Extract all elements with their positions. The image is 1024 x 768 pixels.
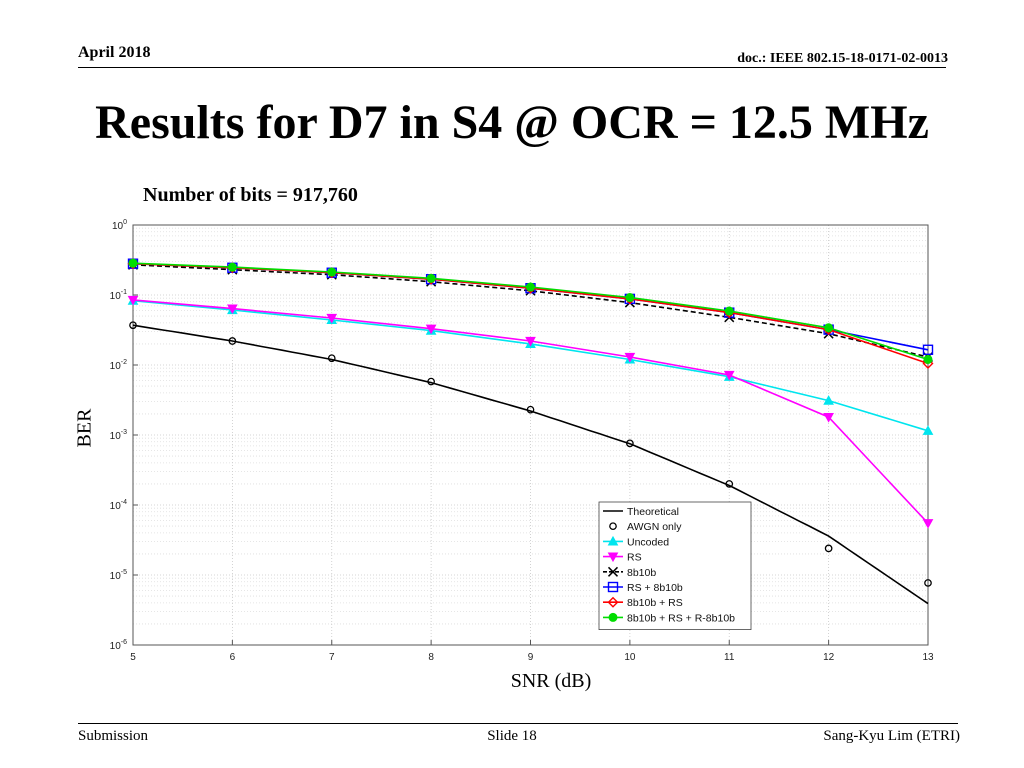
data-point [924,355,932,363]
legend [599,502,751,630]
x-tick-label: 5 [130,652,136,663]
data-point [228,263,236,271]
y-tick-label: $10^{-1}$ [109,289,127,302]
legend-label: Uncoded [627,536,670,549]
header-date: April 2018 [78,44,151,61]
data-point [427,274,435,282]
x-tick-label: 11 [724,652,735,663]
x-tick-label: 8 [428,652,434,663]
data-point [129,259,137,267]
slide-title: Results for D7 in S4 @ OCR = 12.5 MHz [95,96,929,149]
y-tick-label: $10^{-5}$ [109,569,127,582]
x-tick-label: 7 [328,652,335,663]
legend-label: 8b10b + RS [627,597,683,610]
x-tick-label: 12 [823,652,835,663]
y-tick-label: $10^{-2}$ [109,359,127,372]
chart-subtitle: Number of bits = 917,760 [143,184,358,206]
x-tick-label: 13 [922,652,934,663]
footer-author: Sang-Kyu Lim (ETRI) [823,728,960,744]
y-tick-label: $10^{-3}$ [109,429,127,442]
y-tick-label: $10^{-6}$ [109,639,127,652]
header-doc-number: doc.: IEEE 802.15-18-0171-02-0013 [737,51,948,66]
legend-label: 8b10b + RS + R-8b10b [627,612,735,625]
data-point [725,307,733,315]
legend-marker [609,613,617,621]
x-axis-label: SNR (dB) [510,670,592,692]
data-point [328,268,336,276]
x-tick-label: 9 [527,652,534,663]
data-point [825,324,833,332]
legend-label: Theoretical [627,506,679,518]
data-point [527,283,535,291]
footer-submission: Submission [78,728,149,744]
x-tick-label: 10 [624,652,636,663]
legend-label: RS [627,551,642,564]
y-tick-label: $10^{-4}$ [109,499,127,512]
y-axis-label: BER [73,408,96,448]
y-tick-label: $10^0$ [111,219,127,232]
footer-slide-number: Slide 18 [487,728,537,744]
footer-divider [78,723,958,724]
legend-label: RS + 8b10b [627,582,683,594]
x-tick-label: 6 [229,652,236,663]
legend-label: 8b10b [627,566,657,579]
legend-label: AWGN only [627,521,682,534]
data-point [626,294,634,302]
